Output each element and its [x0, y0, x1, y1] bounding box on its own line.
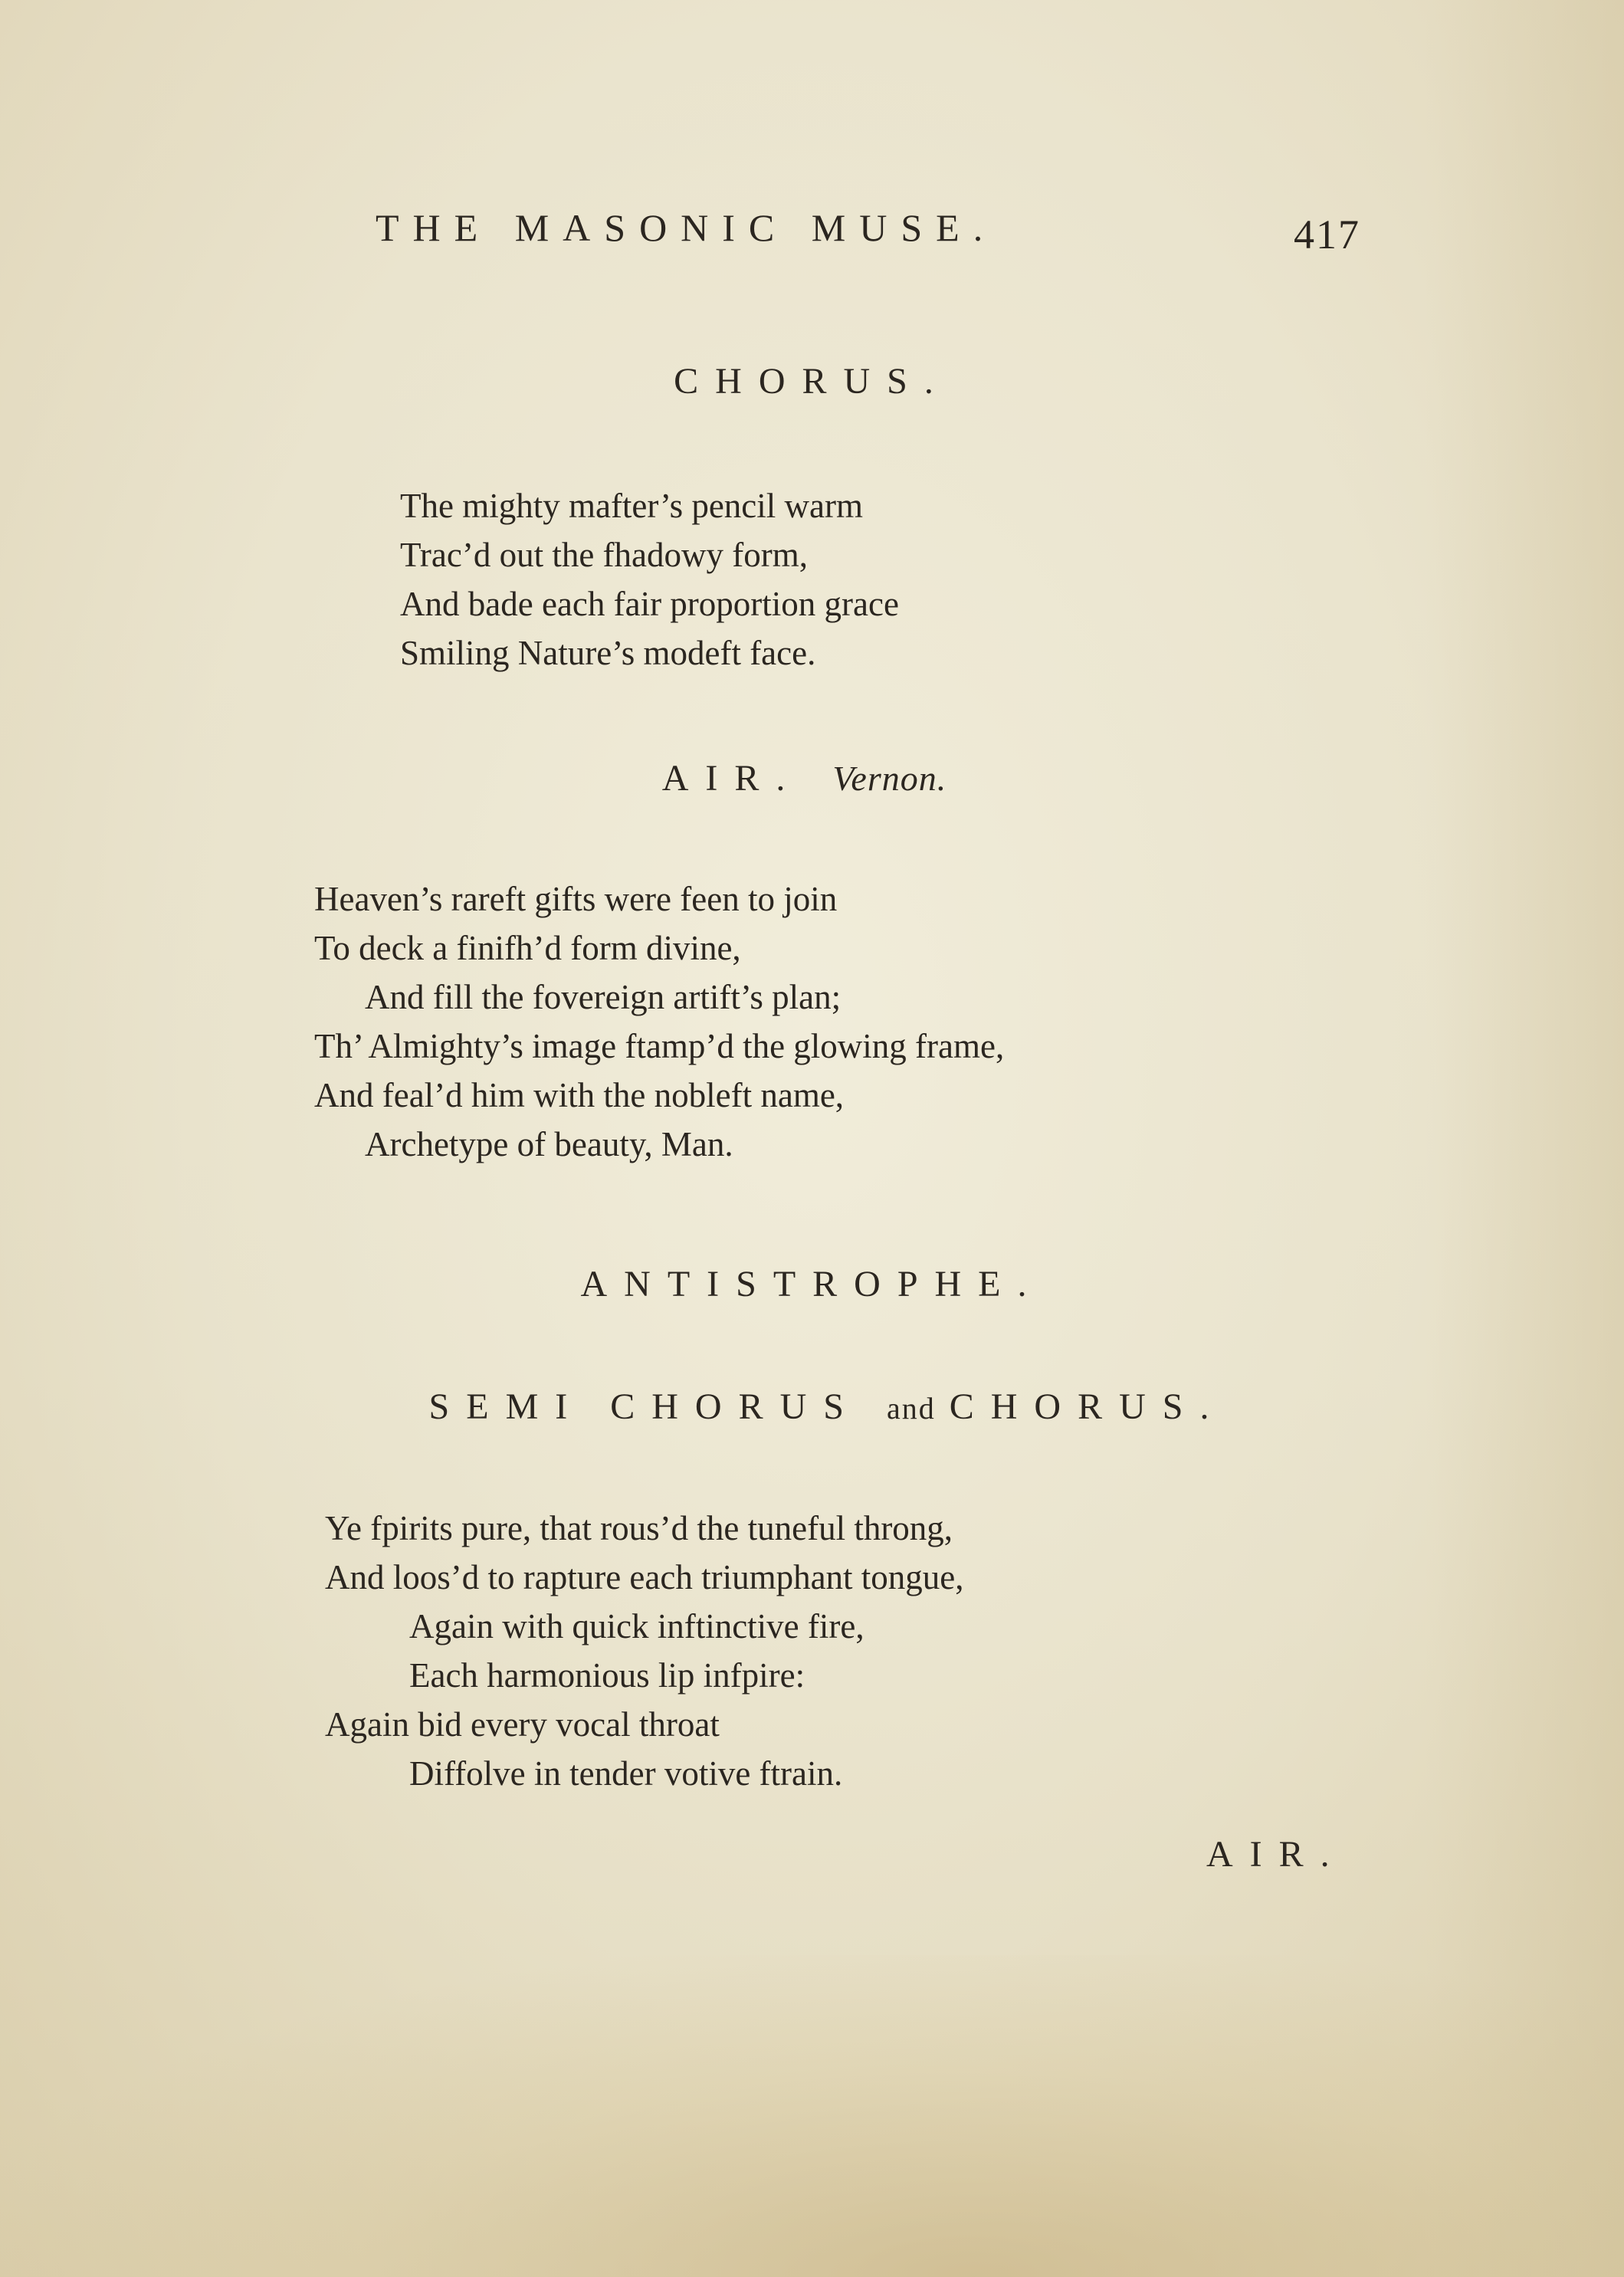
singer-name: Vernon. [832, 759, 947, 798]
section-subheading [0, 1386, 1624, 1428]
paper-shading [1425, 0, 1624, 2277]
section-heading-air [0, 757, 1624, 799]
section-heading-chorus: CHORUS. [674, 361, 950, 402]
semi-chorus-label: SEMI CHORUS [428, 1386, 861, 1427]
paper-stain [0, 1955, 1624, 2277]
verse-line: And fill the fovereign artift’s plan; [365, 978, 842, 1016]
verse-line: To deck a finifh’d form divine, [314, 929, 741, 967]
section-heading-antistrophe: ANTISTROPHE. [580, 1264, 1044, 1304]
verse-chorus [400, 481, 899, 678]
verse-line: Ye fpirits pure, that rous’d the tuneful throng, [325, 1509, 953, 1547]
verse-line: Archetype of beauty, Man. [365, 1125, 733, 1163]
air-heading-label: AIR. [661, 758, 802, 799]
verse-line: The mighty mafter’s pencil warm [400, 487, 863, 525]
verse-line: Again with quick inftinctive fire, [409, 1607, 864, 1645]
catchword: AIR. [1206, 1834, 1347, 1875]
page-number: 417 [1294, 212, 1360, 258]
verse-line: Trac’d out the fhadowy form, [400, 536, 808, 574]
running-title: THE MASONIC MUSE. [376, 206, 997, 249]
verse-line: Each harmonious lip infpire: [409, 1656, 805, 1695]
verse-line: And loos’d to rapture each triumphant tongue, [325, 1558, 964, 1596]
verse-line: Again bid every vocal throat [325, 1705, 720, 1744]
and-label: and [886, 1391, 936, 1426]
show-through-texture [1035, 414, 1265, 445]
verse-line: Th’ Almighty’s image ftamp’d the glowing frame, [314, 1027, 1005, 1065]
verse-line: Heaven’s rareft gifts were feen to join [314, 880, 838, 918]
chorus-label: CHORUS. [949, 1386, 1226, 1427]
verse-air [314, 874, 1004, 1169]
verse-line: And feal’d him with the nobleft name, [314, 1076, 845, 1114]
verse-antistrophe [325, 1504, 964, 1798]
verse-line: And bade each fair proportion grace [400, 585, 899, 623]
verse-line: Smiling Nature’s modeft face. [400, 634, 816, 672]
verse-line: Diffolve in tender votive ftrain. [409, 1754, 843, 1793]
